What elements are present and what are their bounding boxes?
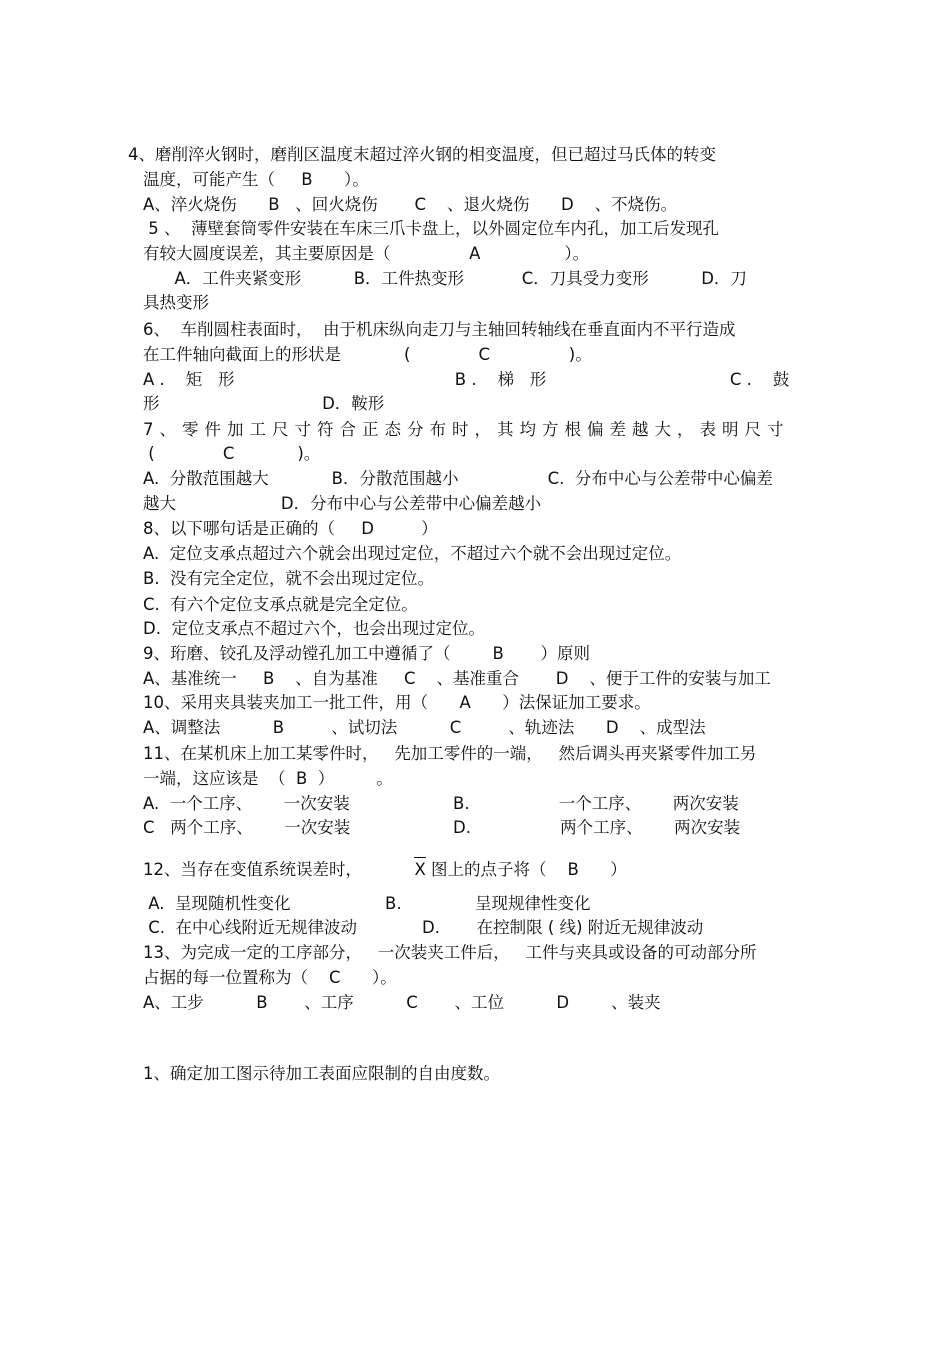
q12-option-b: B. 呈现规律性变化	[385, 894, 591, 913]
q10-options: A、调整法 B 、试切法 C 、轨迹法 D 、成型法	[143, 718, 706, 737]
q6-stem-line2: 在工件轴向截面上的形状是 ( C )。	[143, 345, 592, 364]
q8-stem: 8、以下哪句话是正确的（ D ）	[143, 519, 438, 538]
q5-options-line2: 具热变形	[143, 293, 209, 312]
q11-stem-line2: 一端，这应该是 （ B ） 。	[143, 769, 393, 788]
q12-stem-pre: 12、当存在变值系统误差时，	[143, 860, 415, 879]
q5-options-line1: A．工件夹紧变形 B．工件热变形 C．刀具受力变形 D．刀	[143, 269, 747, 288]
q4-stem-line1: 4、磨削淬火钢时，磨削区温度末超过淬火钢的相变温度，但已超过马氏体的转变	[128, 145, 716, 164]
q8-option-a: A. 定位支承点超过六个就会出现过定位，不超过六个就不会出现过定位。	[143, 544, 682, 563]
q4-stem-line2: 温度，可能产生（ B ）。	[143, 170, 369, 189]
q13-stem-line2: 占据的每一位置称为（ C ）。	[143, 968, 397, 987]
section2-question1: 1、确定加工图示待加工表面应限制的自由度数。	[143, 1064, 500, 1083]
q6-options-line2: 形 D．鞍形	[143, 394, 385, 413]
q5-stem-line2: 有较大圆度误差，其主要原因是（ A ）。	[143, 244, 590, 263]
q5-stem-line1: 5 、 薄壁套筒零件安装在车床三爪卡盘上，以外圆定位车内孔，加工后发现孔	[143, 219, 719, 238]
q12-stem-post: 图上的点子将（ B ）	[425, 860, 627, 879]
q7-options-line1: A. 分散范围越大 B．分散范围越小 C. 分布中心与公差带中心偏差	[143, 469, 773, 488]
q9-stem: 9、珩磨、铰孔及浮动镗孔加工中遵循了（ B ）原则	[143, 644, 590, 663]
q12-option-a: A. 呈现随机性变化	[143, 894, 291, 913]
q6-options-line1: A . 矩 形 B . 梯 形 C . 鼓	[143, 370, 790, 389]
q13-options: A、工步 B 、工序 C 、工位 D 、装夹	[143, 993, 661, 1012]
q13-stem-line1: 13、为完成一定的工序部分， 一次装夹工件后， 工件与夹具或设备的可动部分所	[143, 943, 757, 962]
q7-stem-line1: 7、零件加工尺寸符合正态分布时，其均方根偏差越大，表明尺寸	[143, 420, 790, 439]
q11-stem-line1: 11、在某机床上加工某零件时， 先加工零件的一端， 然后调头再夹紧零件加工另	[143, 744, 757, 763]
q11-option-a: A. 一个工序、 一次安装	[143, 794, 350, 813]
q7-stem-line2: ( C )。	[143, 444, 321, 463]
q8-option-c: C. 有六个定位支承点就是完全定位。	[143, 595, 418, 614]
q11-option-d: D. 两个工序、 两次安装	[453, 818, 741, 837]
q8-option-d: D. 定位支承点不超过六个，也会出现过定位。	[143, 619, 485, 638]
q9-options: A、基准统一 B 、自为基准 C 、基准重合 D 、便于工件的安装与加工	[143, 669, 771, 688]
q8-option-b: B. 没有完全定位，就不会出现过定位。	[143, 569, 435, 588]
q11-option-c: C 两个工序、 一次安装	[143, 818, 351, 837]
q12-option-d: D. 在控制限 ( 线) 附近无规律波动	[422, 918, 704, 937]
q4-options: A、淬火烧伤 B 、回火烧伤 C 、退火烧伤 D 、不烧伤。	[143, 195, 678, 214]
q12-option-c: C. 在中心线附近无规律波动	[143, 918, 358, 937]
q7-options-line2: 越大 D．分布中心与公差带中心偏差越小	[143, 494, 542, 513]
q12-stem	[143, 860, 627, 880]
q10-stem: 10、采用夹具装夹加工一批工件，用（ A ）法保证加工要求。	[143, 693, 651, 712]
x-bar-symbol: X	[414, 860, 426, 879]
q6-stem-line1: 6、 车削圆柱表面时， 由于机床纵向走刀与主轴回转轴线在垂直面内不平行造成	[143, 320, 736, 339]
q11-option-b: B. 一个工序、 两次安装	[453, 794, 739, 813]
